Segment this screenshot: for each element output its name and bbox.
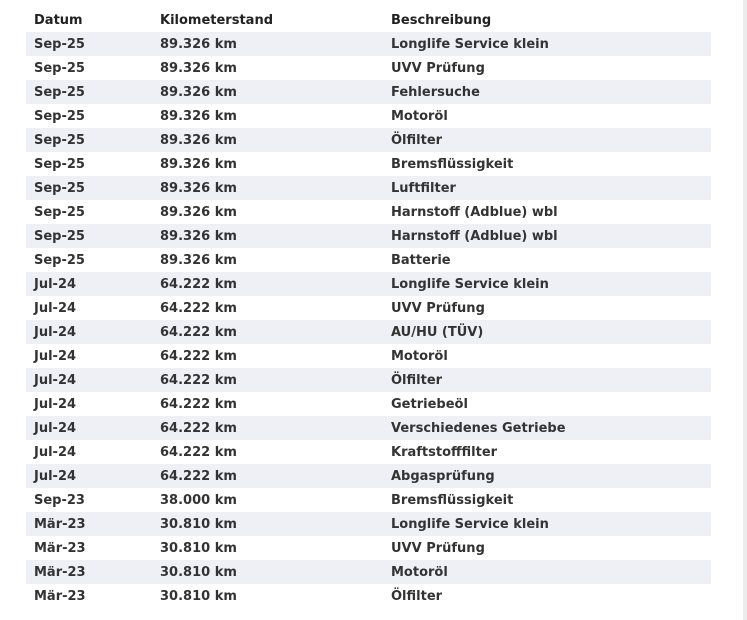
cell-description: Longlife Service klein — [383, 32, 711, 56]
cell-description: Ölfilter — [383, 584, 711, 608]
table-row — [26, 416, 711, 440]
cell-mileage: 30.810 km — [152, 536, 383, 560]
cell-date: Sep-25 — [26, 104, 152, 128]
cell-description: Getriebeöl — [383, 392, 711, 416]
table-row — [26, 272, 711, 296]
table-row — [26, 200, 711, 224]
cell-date: Sep-25 — [26, 248, 152, 272]
table-row — [26, 152, 711, 176]
cell-description: Abgasprüfung — [383, 464, 711, 488]
cell-description: Harnstoff (Adblue) wbl — [383, 200, 711, 224]
table-row — [26, 104, 711, 128]
table-row — [26, 536, 711, 560]
cell-description: Kraftstofffilter — [383, 440, 711, 464]
cell-date: Jul-24 — [26, 344, 152, 368]
header-row — [26, 8, 711, 32]
cell-mileage: 64.222 km — [152, 272, 383, 296]
cell-mileage: 64.222 km — [152, 392, 383, 416]
cell-mileage: 89.326 km — [152, 200, 383, 224]
cell-description: Batterie — [383, 248, 711, 272]
cell-date: Mär-23 — [26, 536, 152, 560]
cell-description: UVV Prüfung — [383, 296, 711, 320]
cell-description: Bremsflüssigkeit — [383, 152, 711, 176]
table-row — [26, 80, 711, 104]
column-header-mileage: Kilometerstand — [160, 12, 274, 28]
cell-date: Sep-25 — [26, 56, 152, 80]
table-row — [26, 560, 711, 584]
cell-description: Verschiedenes Getriebe — [383, 416, 711, 440]
cell-mileage: 89.326 km — [152, 56, 383, 80]
cell-mileage: 89.326 km — [152, 80, 383, 104]
cell-description: Ölfilter — [383, 368, 711, 392]
cell-mileage: 64.222 km — [152, 368, 383, 392]
cell-date: Sep-25 — [26, 224, 152, 248]
cell-date: Jul-24 — [26, 440, 152, 464]
cell-date: Mär-23 — [26, 512, 152, 536]
cell-mileage: 89.326 km — [152, 176, 383, 200]
cell-mileage: 30.810 km — [152, 512, 383, 536]
cell-description: AU/HU (TÜV) — [383, 320, 711, 344]
cell-date: Sep-25 — [26, 200, 152, 224]
table-body — [26, 32, 711, 608]
cell-mileage: 89.326 km — [152, 224, 383, 248]
cell-date: Jul-24 — [26, 392, 152, 416]
cell-mileage: 89.326 km — [152, 248, 383, 272]
cell-mileage: 89.326 km — [152, 152, 383, 176]
table-row — [26, 512, 711, 536]
cell-date: Sep-25 — [26, 176, 152, 200]
cell-mileage: 89.326 km — [152, 128, 383, 152]
column-header-date: Datum — [34, 12, 83, 28]
cell-date: Jul-24 — [26, 368, 152, 392]
service-history-table — [26, 8, 711, 608]
cell-mileage: 38.000 km — [152, 488, 383, 512]
cell-date: Sep-25 — [26, 32, 152, 56]
cell-description: Fehlersuche — [383, 80, 711, 104]
cell-mileage: 89.326 km — [152, 104, 383, 128]
cell-description: Motoröl — [383, 560, 711, 584]
cell-date: Jul-24 — [26, 416, 152, 440]
cell-mileage: 64.222 km — [152, 344, 383, 368]
cell-description: UVV Prüfung — [383, 536, 711, 560]
cell-date: Mär-23 — [26, 584, 152, 608]
table-row — [26, 296, 711, 320]
cell-description: Ölfilter — [383, 128, 711, 152]
cell-description: Bremsflüssigkeit — [383, 488, 711, 512]
cell-description: Luftfilter — [383, 176, 711, 200]
cell-mileage: 64.222 km — [152, 320, 383, 344]
table-row — [26, 392, 711, 416]
table-row — [26, 56, 711, 80]
table-header — [26, 8, 711, 32]
table-row — [26, 248, 711, 272]
cell-date: Sep-23 — [26, 488, 152, 512]
cell-date: Sep-25 — [26, 80, 152, 104]
cell-mileage: 89.326 km — [152, 32, 383, 56]
cell-mileage: 64.222 km — [152, 440, 383, 464]
cell-description: Motoröl — [383, 104, 711, 128]
table-row — [26, 344, 711, 368]
column-header-description: Beschreibung — [391, 12, 492, 28]
cell-mileage: 64.222 km — [152, 296, 383, 320]
cell-date: Jul-24 — [26, 272, 152, 296]
table-row — [26, 584, 711, 608]
table-row — [26, 32, 711, 56]
cell-date: Sep-25 — [26, 152, 152, 176]
cell-date: Mär-23 — [26, 560, 152, 584]
table-row — [26, 224, 711, 248]
cell-mileage: 64.222 km — [152, 416, 383, 440]
table-row — [26, 440, 711, 464]
cell-date: Jul-24 — [26, 296, 152, 320]
table-row — [26, 368, 711, 392]
table-row — [26, 320, 711, 344]
cell-description: Motoröl — [383, 344, 711, 368]
cell-description: Longlife Service klein — [383, 272, 711, 296]
cell-mileage: 30.810 km — [152, 560, 383, 584]
cell-date: Sep-25 — [26, 128, 152, 152]
table-row — [26, 464, 711, 488]
cell-date: Jul-24 — [26, 320, 152, 344]
table-row — [26, 128, 711, 152]
cell-mileage: 64.222 km — [152, 464, 383, 488]
cell-description: Longlife Service klein — [383, 512, 711, 536]
cell-description: Harnstoff (Adblue) wbl — [383, 224, 711, 248]
cell-description: UVV Prüfung — [383, 56, 711, 80]
page-edge — [743, 0, 747, 620]
cell-date: Jul-24 — [26, 464, 152, 488]
table-row — [26, 488, 711, 512]
table-row — [26, 176, 711, 200]
cell-mileage: 30.810 km — [152, 584, 383, 608]
